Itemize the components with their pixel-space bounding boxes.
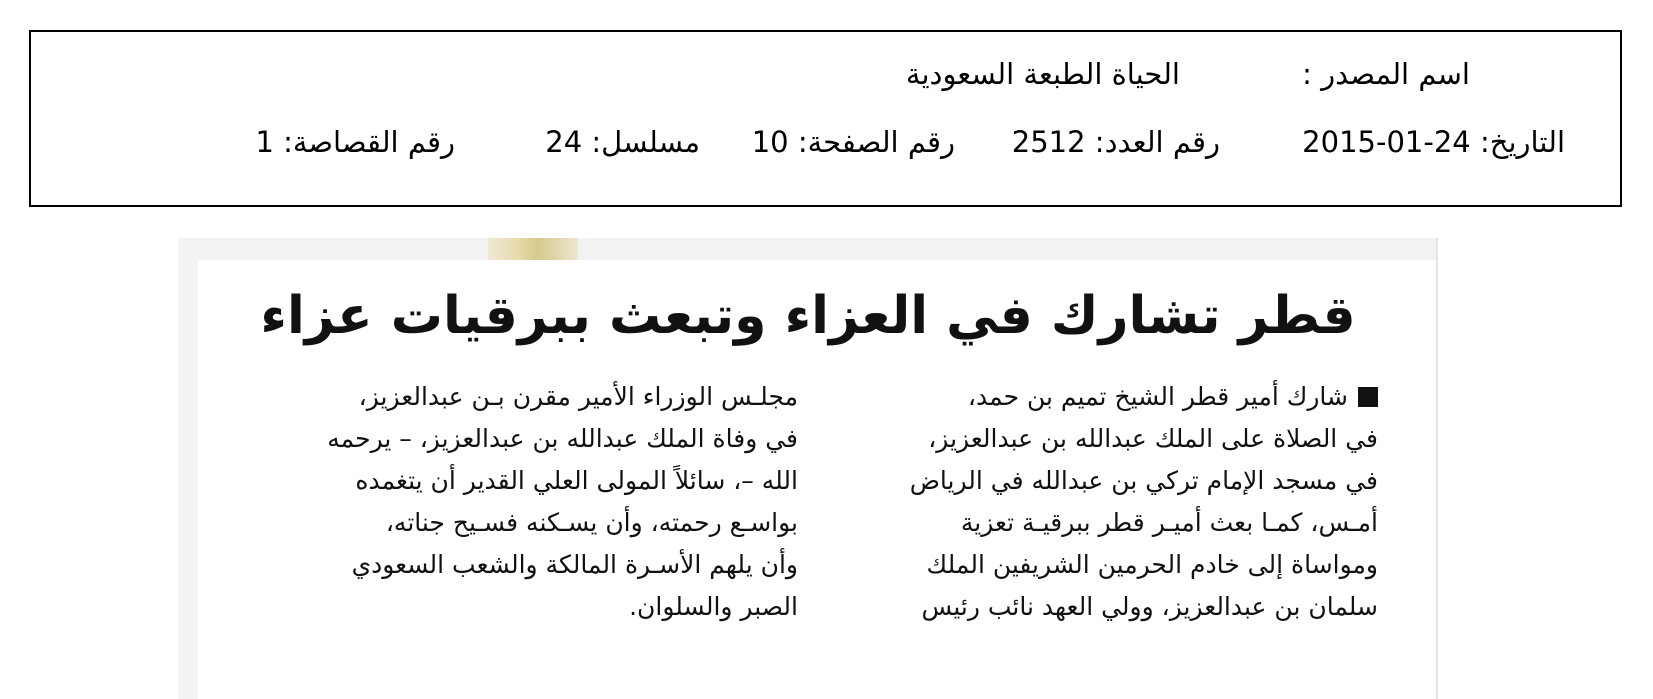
article-line: الله –، سائلاً المولى العلي القدير أن يتغمده	[355, 466, 798, 495]
photo-fragment	[488, 238, 578, 260]
paragraph-marker-icon	[1358, 387, 1378, 407]
page-number-field: رقم الصفحة: 10	[751, 125, 955, 159]
source-value: الحياة الطبعة السعودية	[905, 57, 1180, 91]
newspaper-clipping	[178, 238, 1438, 699]
clipping-left-border	[178, 238, 198, 699]
clipping-right-border	[1436, 238, 1438, 699]
article-line: أمـس، كمـا بعث أميـر قطر ببرقيـة تعزية	[960, 508, 1378, 537]
issue-number-field: رقم العدد: 2512	[1011, 125, 1220, 159]
article-column-right	[838, 376, 1378, 628]
article-line-text: شارك أمير قطر الشيخ تميم بن حمد،	[967, 382, 1348, 411]
article-line: في وفاة الملك عبدالله بن عبدالعزيز، – يرحمه	[327, 424, 798, 453]
article-line	[838, 376, 1378, 418]
article-column-left	[238, 376, 798, 628]
article-headline: قطر تشارك في العزاء وتبعث ببرقيات عزاء	[260, 286, 1356, 346]
clipping-top-border	[178, 238, 1438, 260]
article-line: بواسـع رحمته، وأن يسـكنه فسـيح جناته،	[385, 508, 798, 537]
source-label: اسم المصدر :	[1302, 57, 1470, 91]
article-line: في الصلاة على الملك عبدالله بن عبدالعزيز،	[928, 424, 1378, 453]
article-line: مجلـس الوزراء الأمير مقرن بـن عبدالعزيز،	[358, 382, 798, 411]
clipping-metadata-box	[29, 30, 1622, 207]
article-line: الصبر والسلوان.	[629, 592, 798, 621]
clip-number-field: رقم القصاصة: 1	[255, 125, 455, 159]
article-line: ومواساة إلى خادم الحرمين الشريفين الملك	[926, 550, 1378, 579]
article-line: وأن يلهم الأسـرة المالكة والشعب السعودي	[351, 550, 798, 579]
article-line: سلمان بن عبدالعزيز، وولي العهد نائب رئيس	[921, 592, 1378, 621]
article-line: في مسجد الإمام تركي بن عبدالله في الرياض	[909, 466, 1378, 495]
date-field: التاريخ: 24-01-2015	[1302, 125, 1565, 159]
serial-field: مسلسل: 24	[545, 125, 700, 159]
